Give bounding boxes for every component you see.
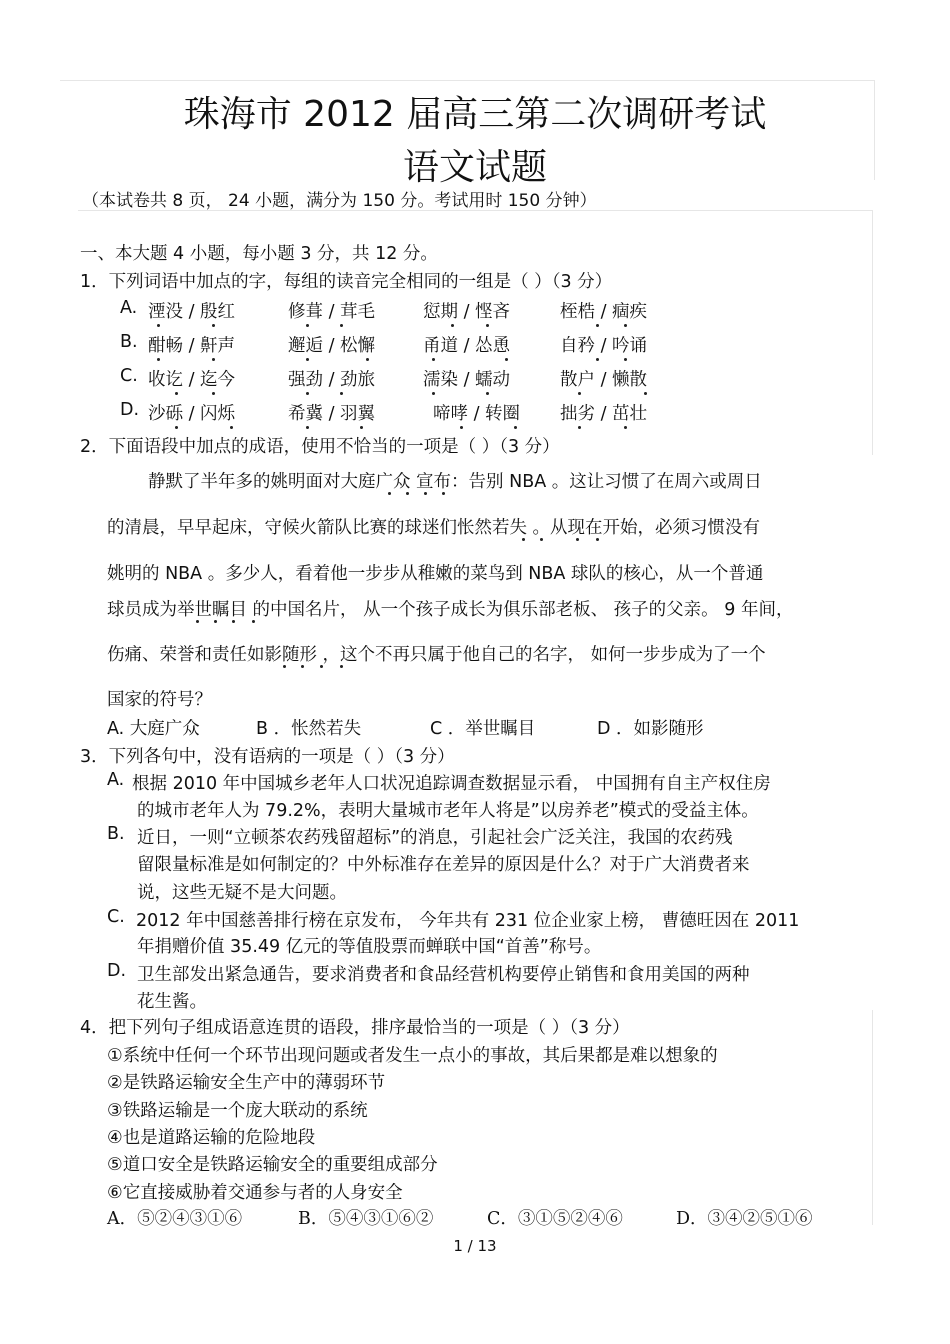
word-pair: 自矜 / 吟诵: [560, 336, 648, 356]
q3-option-c-letter: C.: [107, 907, 125, 927]
q4-option-c: C．③①⑤②④⑥: [487, 1209, 623, 1229]
q4-option-a: A．⑤②④③①⑥: [107, 1209, 243, 1229]
q3-option-a-letter: A.: [107, 770, 125, 790]
option-letter: A.: [120, 298, 138, 318]
q4-stem: 4．把下列句子组成语意连贯的语段，排序最恰当的一项是（ ）（3 分）: [80, 1018, 630, 1038]
scan-rule-right-mid: [872, 210, 873, 455]
q2-option-c: C ．举世瞩目: [430, 719, 536, 739]
word-pair: 甬道 / 怂恿: [423, 336, 511, 356]
word-pair: 希冀 / 羽翼: [288, 404, 376, 424]
word-pair: 邂逅 / 松懈: [288, 336, 376, 356]
q3-option-c-line: 2012 年中国慈善排行榜在京发布， 今年共有 231 位企业家上榜， 曹德旺因在 2011: [136, 911, 800, 931]
q2-option-a: A. 大庭广众: [107, 719, 200, 739]
word-pair: 修葺 / 茸毛: [288, 302, 376, 322]
q3-option-a-line: 根据 2010 年中国城乡老年人口状况追踪调查数据显示看， 中国拥有自主产权住房: [132, 774, 771, 794]
word-pair: 愆期 / 悭吝: [423, 302, 511, 322]
scan-rule-right-bottom: [872, 1010, 873, 1225]
page-number: 1 / 13: [453, 1237, 497, 1255]
word-pair: 拙劣 / 茁壮: [560, 404, 648, 424]
q4-option-d: D．③④②⑤①⑥: [676, 1209, 813, 1229]
q3-option-b-line: 近日，一则“立顿茶农药残留超标”的消息，引起社会广泛关注，我国的农药残: [137, 828, 733, 848]
word-pair: 沙砾 / 闪烁: [148, 404, 236, 424]
q3-option-b-line: 说，这些无疑不是大问题。: [137, 883, 347, 903]
q2-option-d: D ．如影随形: [597, 719, 704, 739]
option-letter: C.: [120, 366, 138, 386]
passage-line: 伤痛、荣誉和责任如影随形 ，这个不再只属于他自己的名字， 如何一步步成为了一个: [107, 645, 766, 665]
q3-option-b-line: 留限量标准是如何制定的？中外标准存在差异的原因是什么？对于广大消费者来: [137, 855, 750, 875]
q3-option-c-line: 年捐赠价值 35.49 亿元的等值股票而蝉联中国“首善”称号。: [137, 937, 602, 957]
q3-option-b-letter: B.: [107, 824, 125, 844]
word-pair: 桎梏 / 痼疾: [560, 302, 648, 322]
q4-sentence: ③铁路运输是一个庞大联动的系统: [107, 1101, 368, 1121]
passage-line: 国家的符号？: [107, 690, 212, 710]
q3-option-d-line: 卫生部发出紧急通告，要求消费者和食品经营机构要停止销售和食用美国的两种: [137, 965, 750, 985]
section-heading: 一、本大题 4 小题，每小题 3 分，共 12 分。: [80, 244, 438, 264]
option-letter: B.: [120, 332, 138, 352]
word-pair: 啼哮 / 转圈: [433, 404, 521, 424]
exam-note: （本试卷共 8 页， 24 小题，满分为 150 分。考试用时 150 分钟）: [82, 191, 597, 211]
q2-option-b: B ．怅然若失: [256, 719, 362, 739]
page-subtitle: 语文试题: [402, 147, 547, 188]
passage-line: 球员成为举世瞩目 的中国名片， 从一个孩子成长为俱乐部老板、 孩子的父亲。 9 年间，: [107, 600, 794, 620]
word-pair: 散户 / 懒散: [560, 370, 648, 390]
passage-line: 的清晨，早早起床，守候火箭队比赛的球迷们怅然若失 。从现在开始，必须习惯没有: [107, 518, 761, 538]
passage-line: 姚明的 NBA 。多少人，看着他一步步从稚嫩的菜鸟到 NBA 球队的核心，从一个普通: [107, 564, 764, 584]
q4-sentence: ②是铁路运输安全生产中的薄弱环节: [107, 1073, 386, 1093]
passage-line: 静默了半年多的姚明面对大庭广众 宣布：告别 NBA 。这让习惯了在周六或周日: [148, 472, 762, 492]
q3-option-d-line: 花生酱。: [137, 992, 207, 1012]
q3-option-a-line: 的城市老年人为 79.2%，表明大量城市老年人将是”以房养老”模式的受益主体。: [137, 801, 759, 821]
q4-sentence: ⑤道口安全是铁路运输安全的重要组成部分: [107, 1155, 438, 1175]
word-pair: 湮没 / 殷红: [148, 302, 236, 322]
q3-stem: 3．下列各句中，没有语病的一项是（ ）（3 分）: [80, 747, 455, 767]
scan-rule-top: [60, 80, 875, 81]
word-pair: 酣畅 / 鼾声: [148, 336, 236, 356]
word-pair: 收讫 / 迄今: [148, 370, 236, 390]
q3-option-d-letter: D.: [107, 961, 127, 981]
q4-sentence: ⑥它直接威胁着交通参与者的人身安全: [107, 1183, 403, 1203]
option-letter: D.: [120, 400, 140, 420]
word-pair: 强劲 / 劲旅: [288, 370, 376, 390]
q2-stem: 2．下面语段中加点的成语，使用不恰当的一项是（ ）（3 分）: [80, 437, 560, 457]
q1-stem: 1．下列词语中加点的字，每组的读音完全相同的一组是（ ）（3 分）: [80, 272, 613, 292]
word-pair: 濡染 / 蠕动: [423, 370, 511, 390]
page-title: 珠海市 2012 届高三第二次调研考试: [183, 94, 767, 135]
q4-option-b: B．⑤④③①⑥②: [298, 1209, 434, 1229]
q4-sentence: ①系统中任何一个环节出现问题或者发生一点小的事故，其后果都是难以想象的: [107, 1046, 718, 1066]
q4-sentence: ④也是道路运输的危险地段: [107, 1128, 316, 1148]
